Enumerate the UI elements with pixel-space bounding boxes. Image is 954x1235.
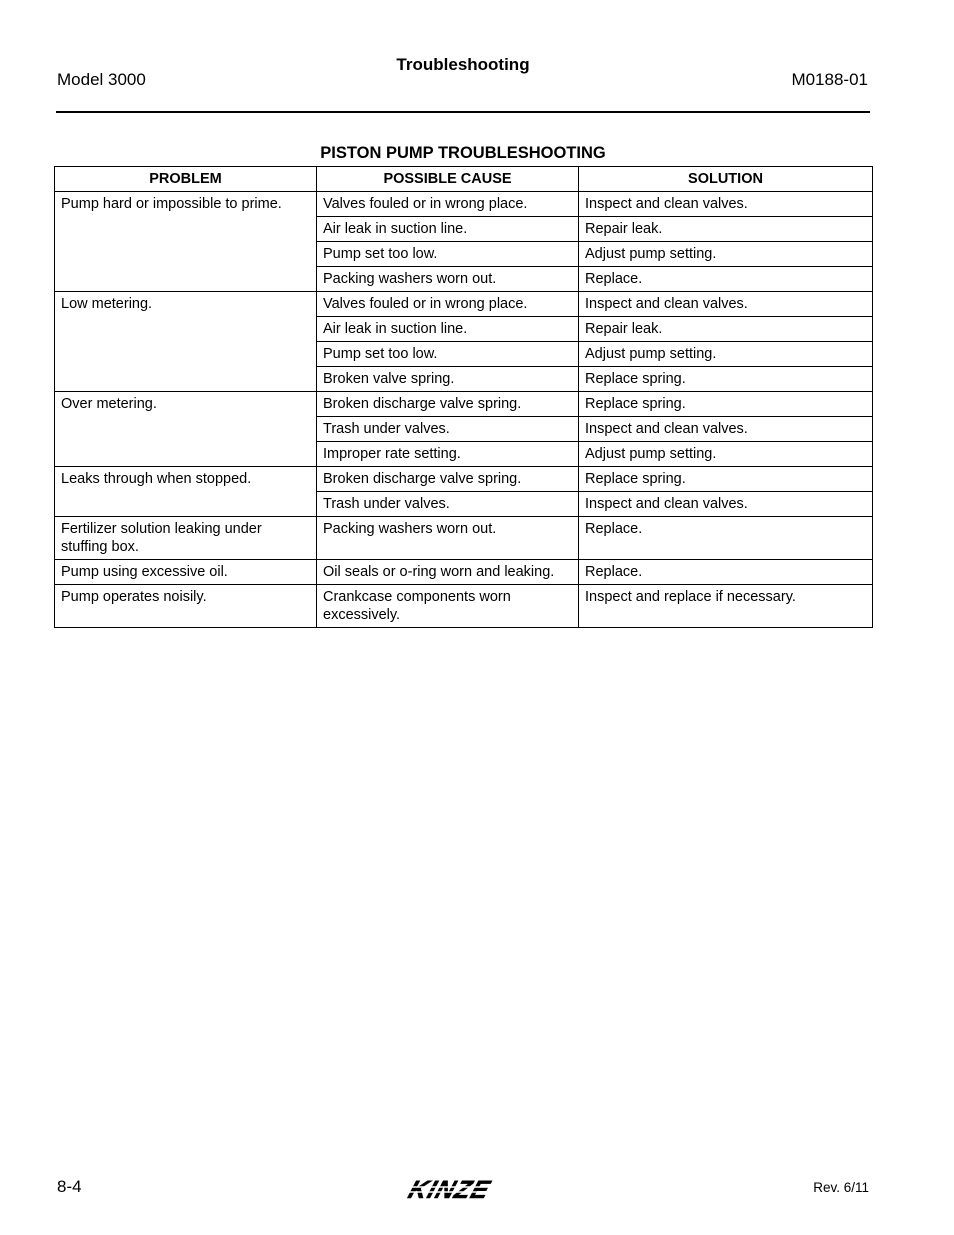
cause-cell: Improper rate setting. <box>317 442 579 467</box>
troubleshooting-table <box>54 166 873 628</box>
table-row <box>55 585 873 628</box>
solution-cell: Repair leak. <box>579 217 873 242</box>
table-row <box>55 467 873 492</box>
problem-cell: Pump using excessive oil. <box>55 560 317 585</box>
cause-cell: Pump set too low. <box>317 342 579 367</box>
column-header-solution: SOLUTION <box>579 167 873 192</box>
problem-cell: Low metering. <box>55 292 317 392</box>
solution-cell: Replace spring. <box>579 392 873 417</box>
page-number: 8-4 <box>57 1177 82 1196</box>
column-header-possible-cause: POSSIBLE CAUSE <box>317 167 579 192</box>
solution-cell: Inspect and clean valves. <box>579 292 873 317</box>
header-divider <box>56 111 870 113</box>
kinze-logo-mark <box>404 1176 522 1204</box>
header-model: Model 3000 <box>57 70 146 89</box>
problem-cell: Pump hard or impossible to prime. <box>55 192 317 292</box>
cause-cell: Trash under valves. <box>317 492 579 517</box>
cause-cell: Packing washers worn out. <box>317 267 579 292</box>
table-body <box>55 192 873 628</box>
kinze-logo-text: KINZE <box>404 1176 494 1204</box>
cause-cell: Trash under valves. <box>317 417 579 442</box>
cause-cell: Broken discharge valve spring. <box>317 392 579 417</box>
solution-cell: Inspect and clean valves. <box>579 192 873 217</box>
solution-cell: Replace spring. <box>579 367 873 392</box>
table-header-row <box>55 167 873 192</box>
problem-cell: Pump operates noisily. <box>55 585 317 628</box>
cause-cell: Air leak in suction line. <box>317 217 579 242</box>
problem-cell: Over metering. <box>55 392 317 467</box>
solution-cell: Adjust pump setting. <box>579 342 873 367</box>
solution-cell: Repair leak. <box>579 317 873 342</box>
table-title: PISTON PUMP TROUBLESHOOTING <box>320 144 606 162</box>
solution-cell: Adjust pump setting. <box>579 242 873 267</box>
column-header-problem: PROBLEM <box>55 167 317 192</box>
cause-cell: Pump set too low. <box>317 242 579 267</box>
table-row <box>55 292 873 317</box>
cause-cell: Valves fouled or in wrong place. <box>317 192 579 217</box>
cause-cell: Air leak in suction line. <box>317 317 579 342</box>
solution-cell: Replace. <box>579 560 873 585</box>
solution-cell: Inspect and replace if necessary. <box>579 585 873 628</box>
problem-cell: Fertilizer solution leaking under stuffing box. <box>55 517 317 560</box>
problem-cell: Leaks through when stopped. <box>55 467 317 517</box>
cause-cell: Broken valve spring. <box>317 367 579 392</box>
cause-cell: Crankcase components worn excessively. <box>317 585 579 628</box>
cause-cell: Packing washers worn out. <box>317 517 579 560</box>
table-row <box>55 560 873 585</box>
revision-date: Rev. 6/11 <box>813 1180 869 1195</box>
solution-cell: Replace. <box>579 267 873 292</box>
kinze-logo <box>404 1176 522 1209</box>
header-manual-number: M0188-01 <box>791 70 868 89</box>
header-section-title: Troubleshooting <box>396 55 530 74</box>
table-row <box>55 192 873 217</box>
table-row <box>55 392 873 417</box>
solution-cell: Replace. <box>579 517 873 560</box>
solution-cell: Replace spring. <box>579 467 873 492</box>
cause-cell: Valves fouled or in wrong place. <box>317 292 579 317</box>
table-row <box>55 517 873 560</box>
solution-cell: Inspect and clean valves. <box>579 417 873 442</box>
solution-cell: Adjust pump setting. <box>579 442 873 467</box>
solution-cell: Inspect and clean valves. <box>579 492 873 517</box>
cause-cell: Oil seals or o-ring worn and leaking. <box>317 560 579 585</box>
cause-cell: Broken discharge valve spring. <box>317 467 579 492</box>
